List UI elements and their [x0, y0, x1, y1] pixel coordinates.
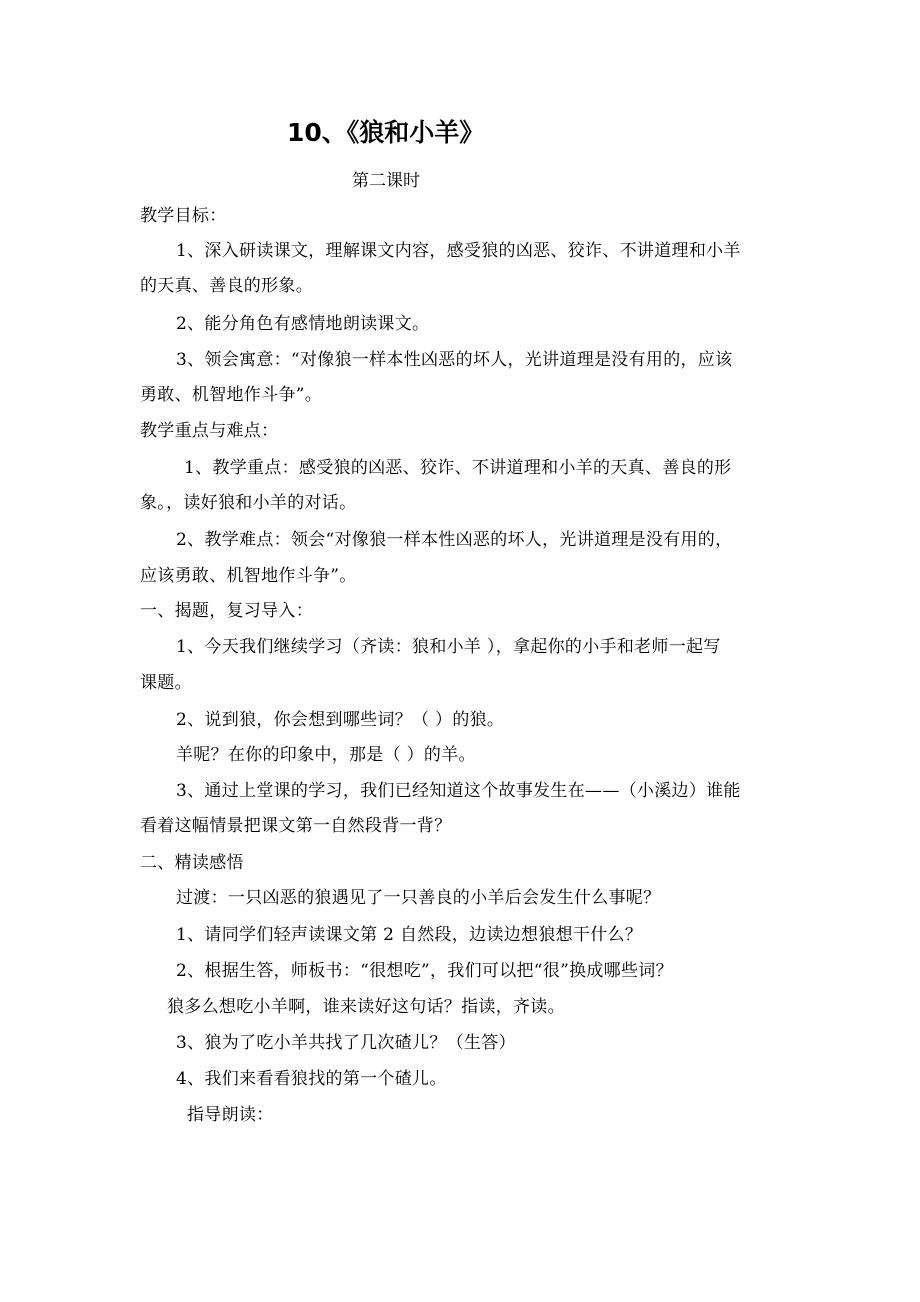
- section-two-transition: 过渡：一只凶恶的狼遇见了一只善良的小羊后会发生什么事呢？: [176, 888, 661, 908]
- lesson-subtitle: 第二课时: [352, 171, 420, 191]
- goal-3-line-2: 勇敢、机智地作斗争”。: [140, 385, 322, 405]
- key-point-2-line-2: 应该勇敢、机智地作斗争”。: [140, 566, 357, 586]
- section-one-item-2-continuation: 羊呢？在你的印象中，那是（ ）的羊。: [176, 745, 476, 765]
- section-one-heading: 一、揭题，复习导入：: [140, 601, 313, 621]
- key-point-2-line-1: 2、教学难点：领会“对像狼一样本性凶恶的坏人，光讲道理是没有用的，: [176, 530, 733, 550]
- heading-key-points: 教学重点与难点：: [140, 421, 279, 441]
- goal-2: 2、能分角色有感情地朗读课文。: [176, 314, 430, 334]
- heading-teaching-goals: 教学目标：: [140, 206, 227, 226]
- section-two-item-2: 2、根据生答，师板书：“很想吃”，我们可以把“很”换成哪些词？: [176, 961, 673, 981]
- key-point-1-line-2: 象。，读好狼和小羊的对话。: [140, 493, 357, 513]
- section-two-item-1: 1、请同学们轻声读课文第 2 自然段，边读边想狼想干什么？: [176, 925, 643, 945]
- section-one-item-1-line-2: 课题。: [140, 673, 192, 693]
- section-one-item-2: 2、说到狼，你会想到哪些词？（ ）的狼。: [176, 710, 505, 730]
- goal-3-line-1: 3、领会寓意：“对像狼一样本性凶恶的坏人，光讲道理是没有用的，应该: [176, 350, 733, 370]
- key-point-1-line-1: 1、教学重点：感受狼的凶恶、狡诈、不讲道理和小羊的天真、善良的形: [184, 458, 732, 478]
- goal-1-line-2: 的天真、善良的形象。: [140, 276, 313, 296]
- section-two-item-2-note: 狼多么想吃小羊啊，谁来读好这句话？指读，齐读。: [167, 997, 565, 1017]
- section-two-item-3: 3、狼为了吃小羊共找了几次碴儿？（生答）: [176, 1033, 516, 1053]
- section-two-item-4: 4、我们来看看狼找的第一个碴儿。: [176, 1069, 447, 1089]
- lesson-title: 10、《狼和小羊》: [287, 118, 485, 147]
- section-two-heading: 二、精读感悟: [140, 853, 244, 873]
- section-one-item-3-line-1: 3、通过上堂课的学习，我们已经知道这个故事发生在——（小溪边）谁能: [176, 781, 741, 801]
- section-one-item-3-line-2: 看着这幅情景把课文第一自然段背一背？: [140, 816, 452, 836]
- reading-guidance: 指导朗读：: [187, 1105, 274, 1125]
- section-one-item-1-line-1: 1、今天我们继续学习（齐读：狼和小羊 ），拿起你的小手和老师一起写: [176, 637, 721, 657]
- goal-1-line-1: 1、深入研读课文，理解课文内容，感受狼的凶恶、狡诈、不讲道理和小羊: [176, 241, 741, 261]
